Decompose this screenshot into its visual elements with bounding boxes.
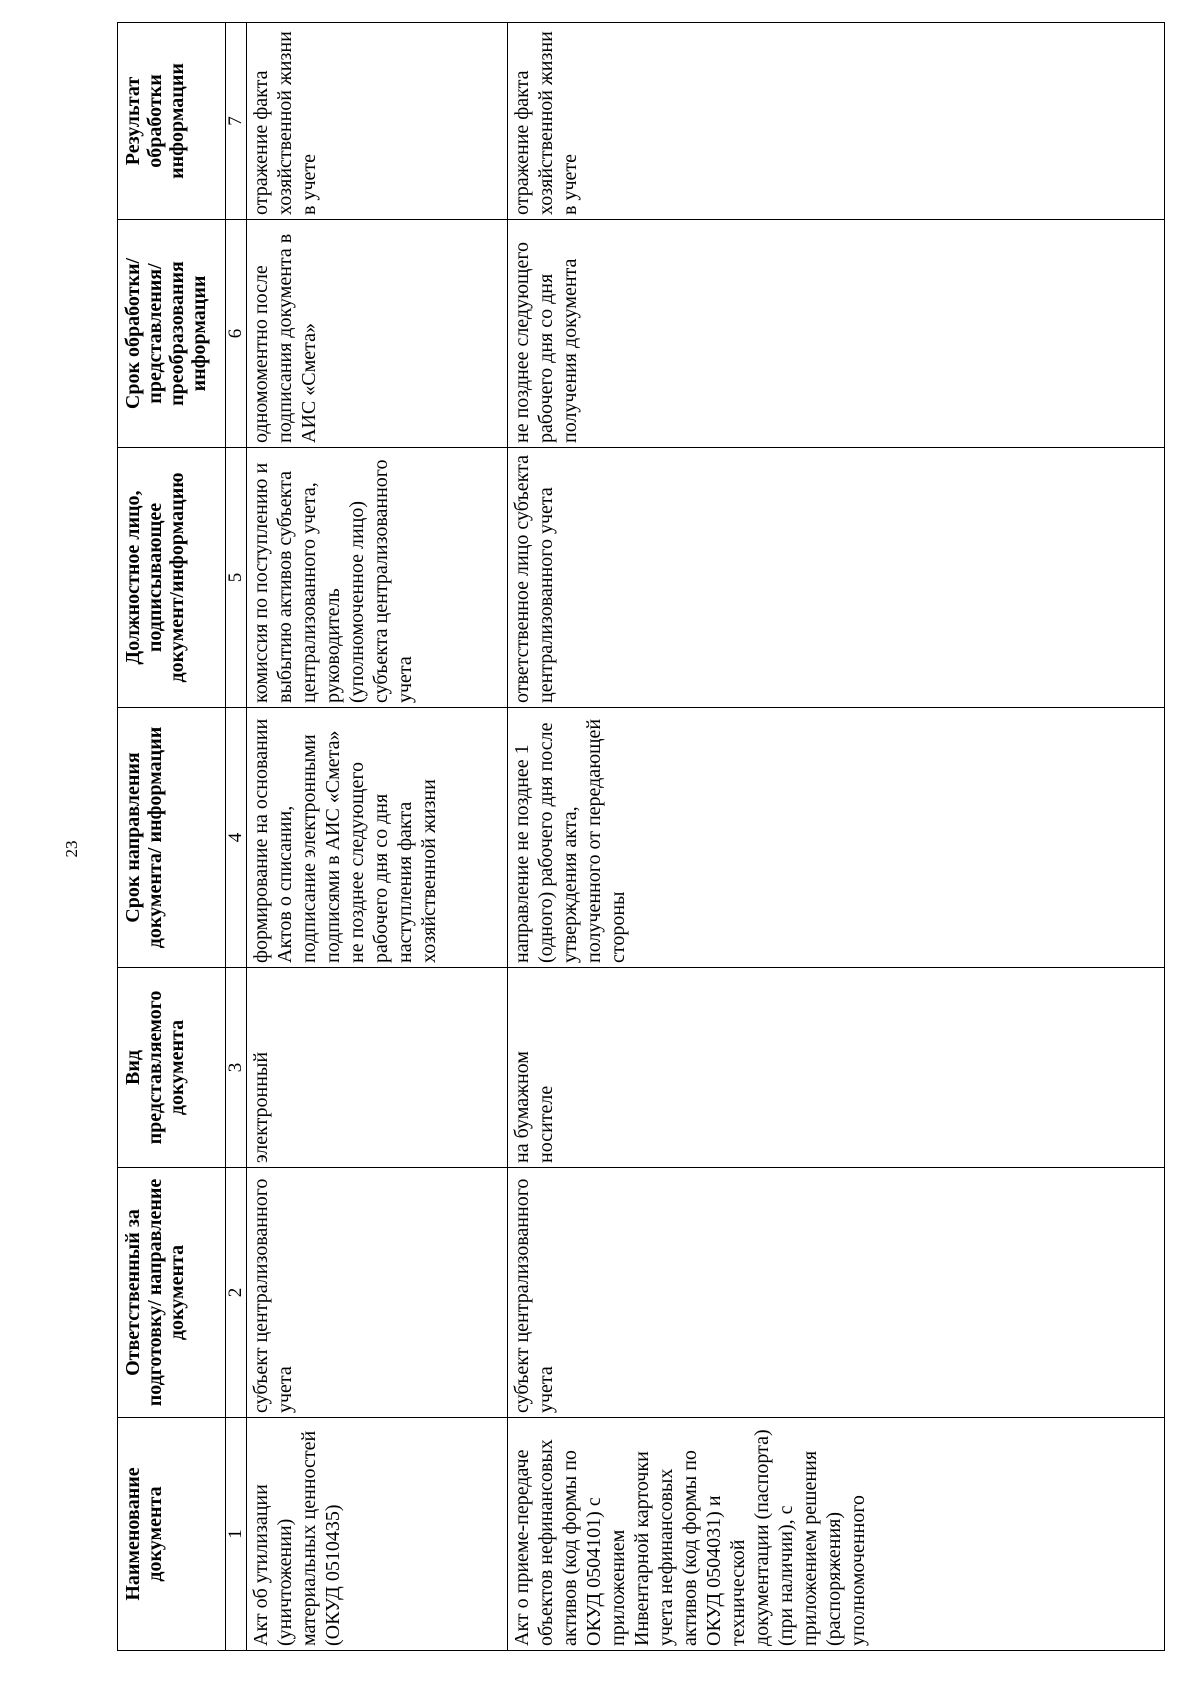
rotated-table-container xyxy=(117,23,1165,1651)
cell-processing-result: отражение факта хозяйственной жизни в учете xyxy=(247,23,508,220)
cell-signing-official: комиссия по поступлению и выбытию активов субъекта централизованного учета, руководитель (уполномоченное лицо) субъекта централизованного учета xyxy=(247,448,508,708)
column-number: 3 xyxy=(226,968,247,1168)
header-document-type: Вид представляемого документа xyxy=(118,968,226,1168)
document-table xyxy=(117,22,1165,1651)
cell-document-type: электронный xyxy=(247,968,508,1168)
column-number: 5 xyxy=(226,448,247,708)
header-signing-official: Должностное лицо, подписывающее документ/информацию xyxy=(118,448,226,708)
table-number-row xyxy=(226,23,247,1651)
column-number: 4 xyxy=(226,708,247,968)
cell-processing-deadline: не позднее следующего рабочего дня со дня получения документа xyxy=(508,220,1165,448)
table-row xyxy=(508,23,1165,1651)
header-processing-result: Результат обработки информации xyxy=(118,23,226,220)
cell-send-deadline: формирование на основании Актов о списании, подписание электронными подписями в АИС «Смета» не позднее следующего рабочего дня со дня наступления факта хозяйственной жизни xyxy=(247,708,508,968)
column-number: 1 xyxy=(226,1418,247,1651)
table-row xyxy=(247,23,508,1651)
cell-processing-result: отражение факта хозяйственной жизни в учете xyxy=(508,23,1165,220)
header-document-name: Наименование документа xyxy=(118,1418,226,1651)
cell-signing-official: ответственное лицо субъекта централизованного учета xyxy=(508,448,1165,708)
header-send-deadline: Срок направления документа/ информации xyxy=(118,708,226,968)
column-number: 2 xyxy=(226,1168,247,1418)
cell-responsible: субъект централизованного учета xyxy=(508,1168,1165,1418)
cell-document-name: Акт об утилизации (уничтожении) материальных ценностей (ОКУД 0510435) xyxy=(247,1418,508,1651)
column-number: 7 xyxy=(226,23,247,220)
cell-document-type: на бумажном носителе xyxy=(508,968,1165,1168)
cell-processing-deadline: одномоментно после подписания документа в АИС «Смета» xyxy=(247,220,508,448)
header-processing-deadline: Срок обработки/ представления/ преобразования информации xyxy=(118,220,226,448)
cell-responsible: субъект централизованного учета xyxy=(247,1168,508,1418)
table-header-row xyxy=(118,23,226,1651)
cell-document-name: Акт о приеме-передаче объектов нефинансовых активов (код формы по ОКУД 0504101) с приложением Инвентарной карточки учета нефинансовых активов (код формы по ОКУД 0504031) и технической документации (паспорта) (при наличии), с приложением решения (распоряжения) уполномоченного xyxy=(508,1418,1165,1651)
header-responsible: Ответственный за подготовку/ направление документа xyxy=(118,1168,226,1418)
column-number: 6 xyxy=(226,220,247,448)
page-number: 23 xyxy=(62,840,81,858)
cell-send-deadline: направление не позднее 1 (одного) рабочего дня после утверждения акта, полученного от передающей стороны xyxy=(508,708,1165,968)
